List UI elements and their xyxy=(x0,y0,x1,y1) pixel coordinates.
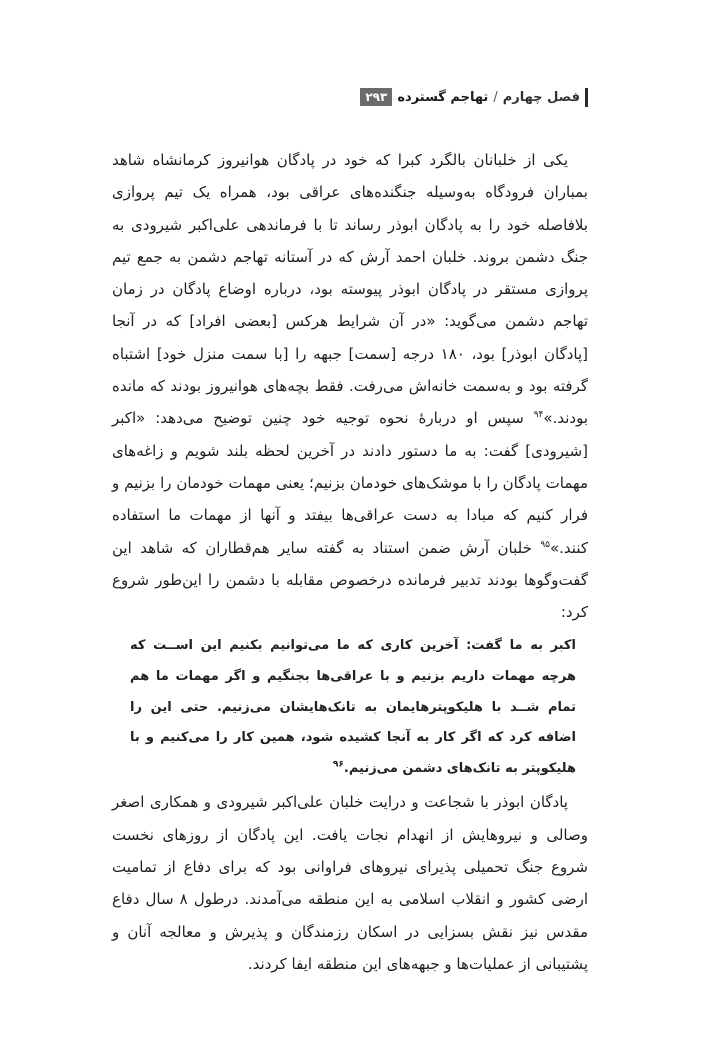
paragraph-1-text-2: سپس او دربارهٔ نحوه توجیه خود چنین توضیح می‌دهد: «اکبر [شیرودی] گفت: به ما دستور دادند در آخرین لحظه بلند شویم و زاغه‌های مهمات پادگان را با موشک‌های خودمان بزنیم؛ یعنی مهمات خودمان را بزنیم و فرار کنیم که مبادا به دست عراقی‌ها بیفتد و آنها از مهمات ما استفاده کنند.» xyxy=(112,409,588,557)
header-rule xyxy=(585,88,588,107)
running-header xyxy=(108,86,588,108)
paragraph-1-text: یکی از خلبانان بالگرد کبرا که خود در پادگان هوانیروز کرمانشاه شاهد بمباران فرودگاه به‌وسیله جنگنده‌های عراقی بود، همراه یک تیم پروازی بلافاصله خود را به پادگان ابوذر رساند تا با فرماندهی علی‌اکبر شیرودی به جنگ دشمن بروند. خلبان احمد آرش که در آستانه تهاجم دشمن به جمع تیم پروازی مستقر در پادگان ابوذر پیوسته بود، درباره اوضاع پادگان در زمان تهاجم دشمن می‌گوید: «در آن شرایط هرکس [بعضی افراد] که در آنجا [پادگان ابوذر] بود، ۱۸۰ درجه [سمت] جبهه را [با سمت منزل خود] اشتباه گرفته بود و به‌سمت خانه‌اش می‌رفت. فقط بچه‌های هوانیروز بودند که مانده بودند.» xyxy=(112,151,588,428)
chapter-label: فصل چهارم xyxy=(502,89,580,105)
paragraph-1-text-3: خلبان آرش ضمن استناد به گفته سایر هم‌قطاران که شاهد این گفت‌وگوها بودند تدبیر فرمانده درخصوص مقابله با دشمن را این‌طور شروع کرد: xyxy=(112,538,588,622)
footnote-ref-96: ۹۶ xyxy=(332,759,344,770)
body-text xyxy=(112,144,588,980)
footnote-ref-94: ۹۴ xyxy=(533,410,544,421)
paragraph-1 xyxy=(112,144,588,628)
header-separator: / xyxy=(493,89,498,105)
footnote-ref-95: ۹۵ xyxy=(540,539,550,550)
paragraph-2-text: پادگان ابوذر با شجاعت و درایت خلبان علی‌اکبر شیرودی و همکاری اصغر وصالی و نیروهایش از انهدام نجات یافت. این پادگان از روزهای نخست شروع جنگ تحمیلی پذیرای نیروهای فراوانی بود که برای دفاع از تمامیت ارضی کشور و انقلاب اسلامی به این منطقه می‌آمدند. درطول ۸ سال دفاع مقدس نیز نقش بسزایی در اسکان رزمندگان و پذیرش و معالجه آنان و پشتیبانی از عملیات‌ها و جبهه‌های این منطقه ایفا کردند. xyxy=(112,793,588,973)
page-number: ۲۹۳ xyxy=(360,88,392,106)
block-quote-text: اکبر به ما گفت: آخرین کاری که ما می‌توانیم بکنیم این اســت که هرچه مهمات داریم بزنیم و با عراقی‌ها بجنگیم و اگر مهمات ما هم تمام شــد با هلیکوپترهایمان به تانک‌هایشان می‌زنیم. حتی این را اضافه کرد که اگر کار به آنجا کشیده شود، همین کار را می‌کنیم و با هلیکوپتر به تانک‌های دشمن می‌زنیم. xyxy=(130,638,576,776)
block-quote xyxy=(130,631,576,784)
paragraph-2 xyxy=(112,786,588,980)
book-title: تهاجم گسترده xyxy=(397,89,489,105)
